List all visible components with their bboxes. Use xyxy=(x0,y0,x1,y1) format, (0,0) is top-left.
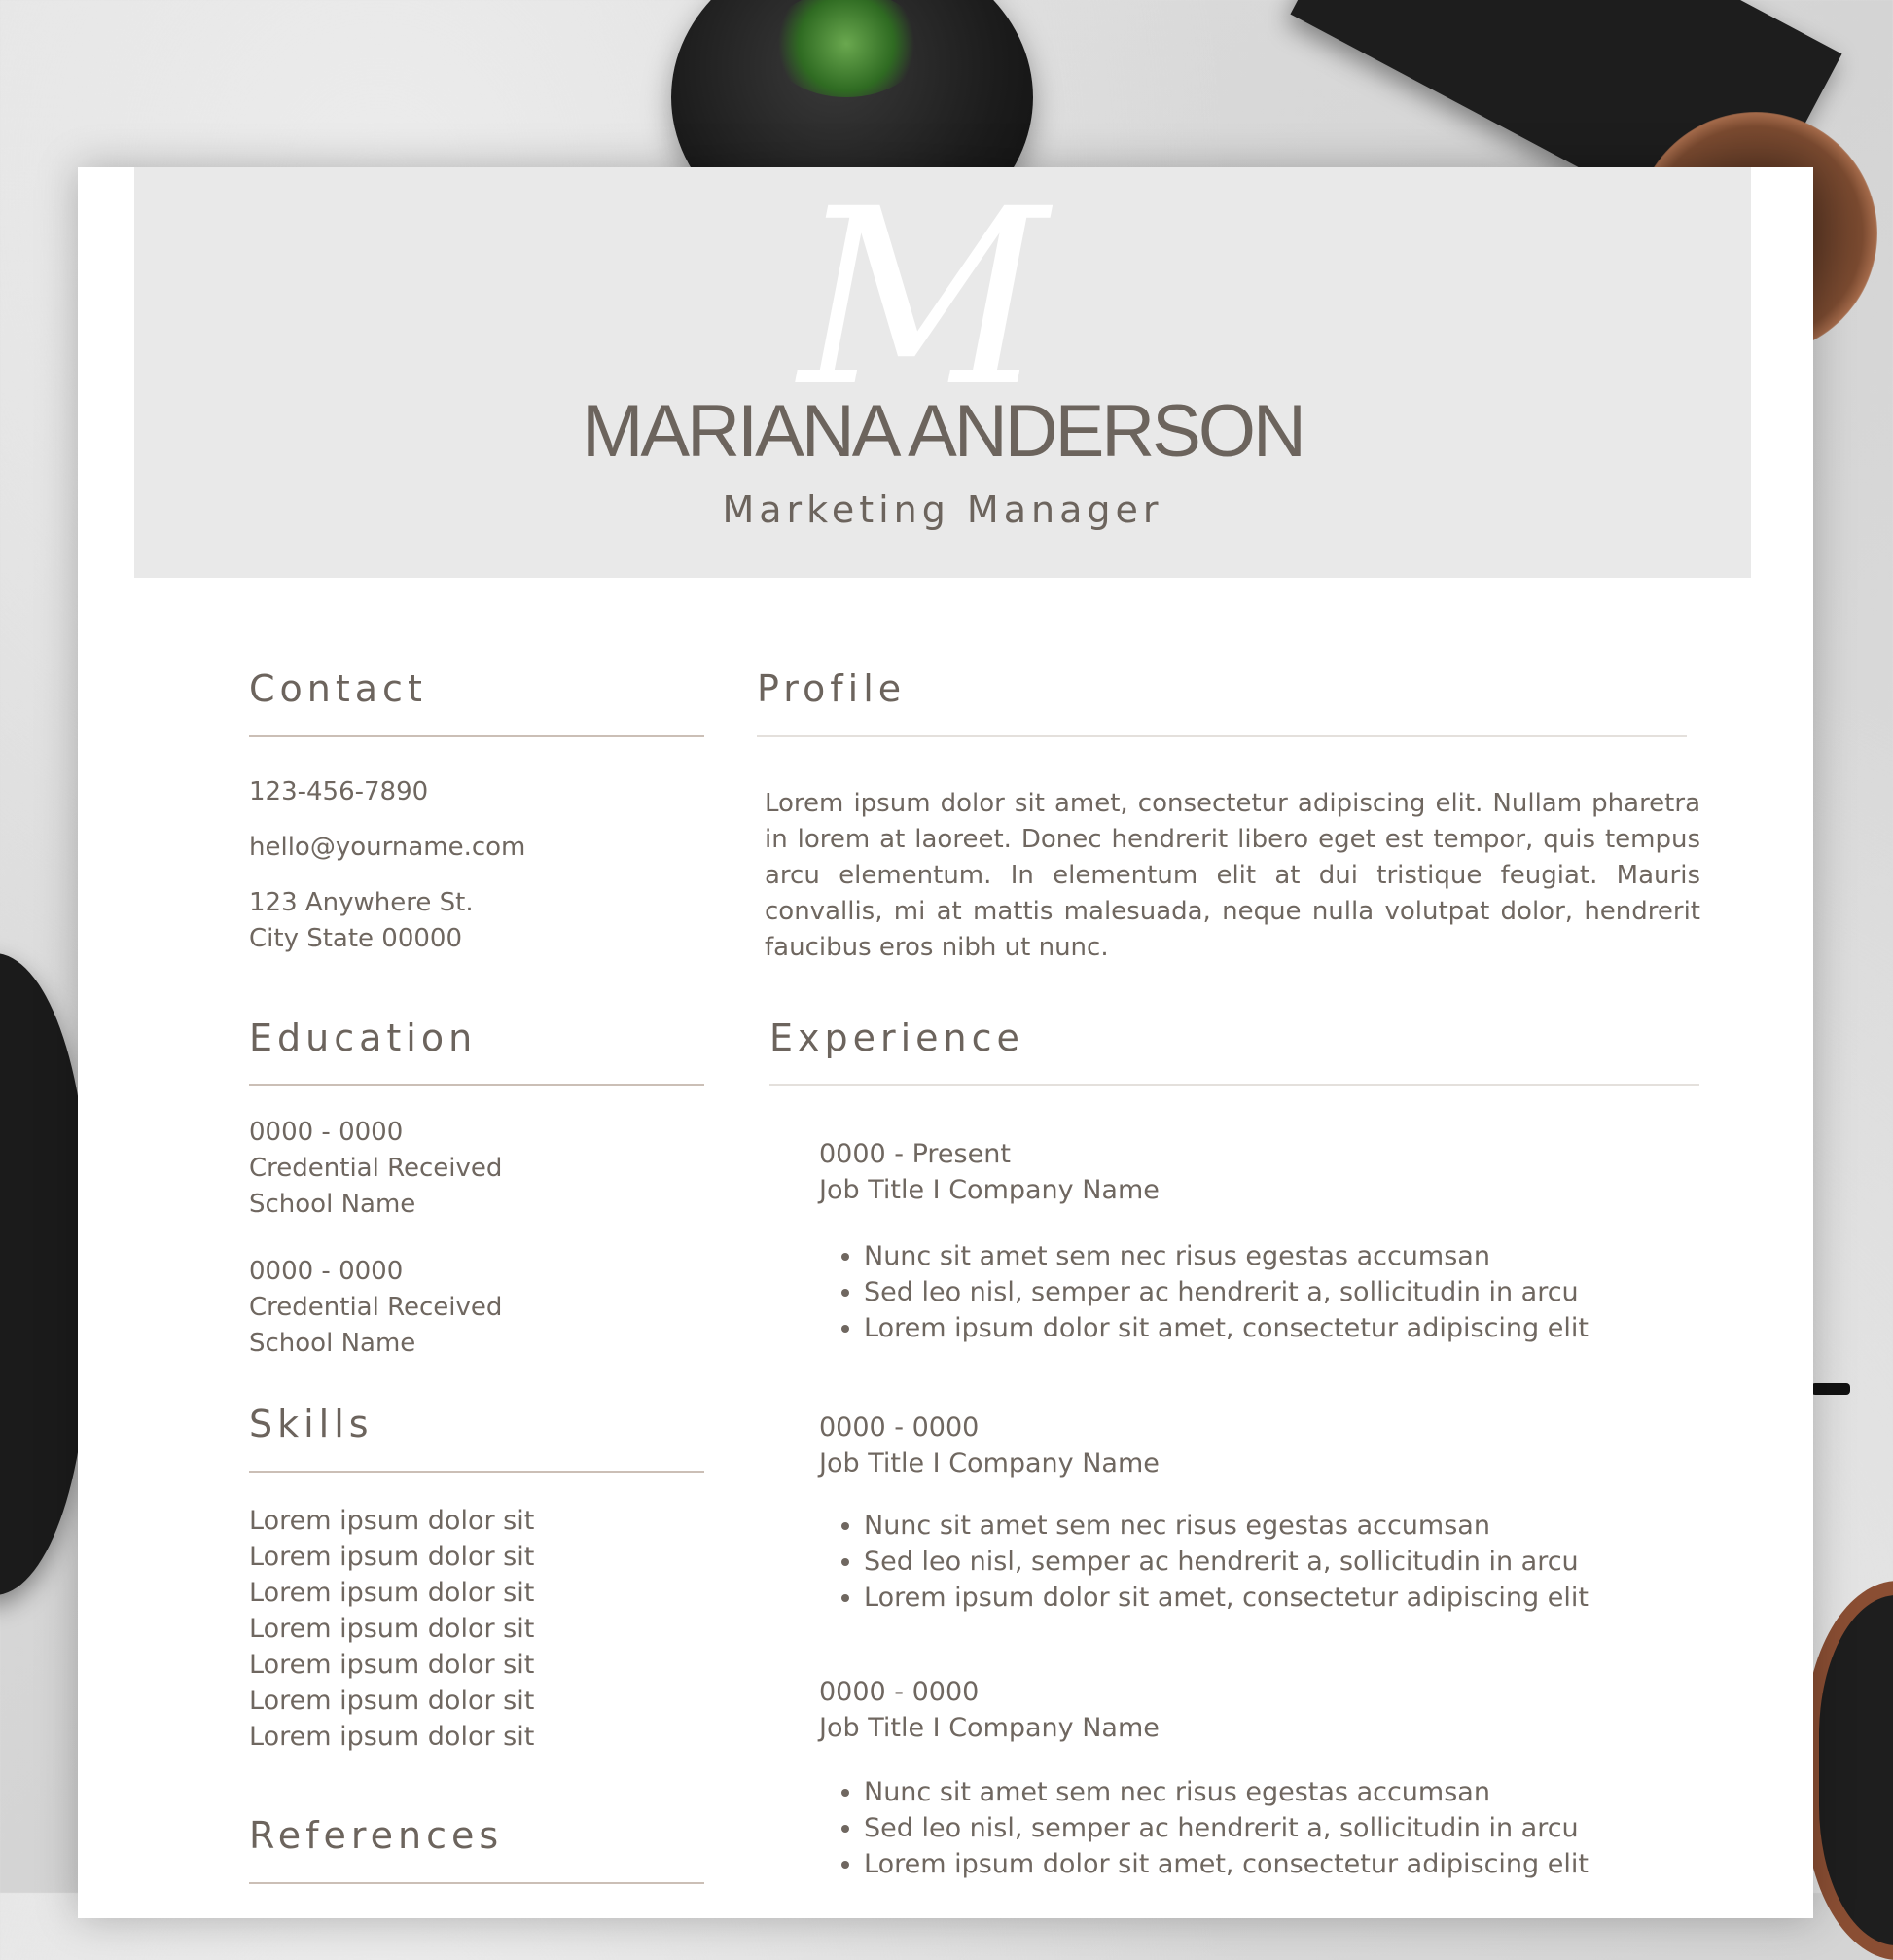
profile-heading: Profile xyxy=(757,667,907,710)
experience-job xyxy=(819,1674,1695,1882)
skill-item: Lorem ipsum dolor sit xyxy=(249,1650,535,1680)
skill-item: Lorem ipsum dolor sit xyxy=(249,1686,535,1716)
contact-phone: 123-456-7890 xyxy=(249,777,429,806)
skill-item: Lorem ipsum dolor sit xyxy=(249,1614,535,1644)
job-bullets xyxy=(819,1238,1695,1346)
job-bullet: • Lorem ipsum dolor sit amet, consectetur adipiscing elit xyxy=(864,1310,1695,1346)
leather-case-prop xyxy=(0,953,88,1595)
references-divider xyxy=(249,1882,704,1884)
skill-item: Lorem ipsum dolor sit xyxy=(249,1542,535,1572)
job-bullet: • Nunc sit amet sem nec risus egestas accumsan xyxy=(864,1238,1695,1274)
job-role: Marketing Manager xyxy=(722,488,1163,531)
contact-address-line2: City State 00000 xyxy=(249,924,463,953)
pen-prop xyxy=(1811,1383,1850,1395)
education-divider xyxy=(249,1084,704,1086)
education-item xyxy=(249,1115,502,1223)
job-period: 0000 - 0000 xyxy=(819,1677,980,1707)
job-period: 0000 - 0000 xyxy=(819,1412,980,1443)
job-position: Job Title I Company Name xyxy=(819,1175,1160,1205)
experience-heading: Experience xyxy=(769,1016,1024,1059)
monogram-logo: M xyxy=(799,157,1048,440)
education-years: 0000 - 0000 xyxy=(249,1118,404,1147)
resume-page xyxy=(78,157,1813,1918)
skill-item: Lorem ipsum dolor sit xyxy=(249,1578,535,1608)
experience-job xyxy=(819,1136,1695,1346)
job-position: Job Title I Company Name xyxy=(819,1713,1160,1743)
resume-header xyxy=(134,157,1751,578)
profile-divider xyxy=(757,735,1687,737)
skills-divider xyxy=(249,1471,704,1473)
experience-job xyxy=(819,1409,1695,1616)
skill-item: Lorem ipsum dolor sit xyxy=(249,1506,535,1536)
job-bullet: • Sed leo nisl, semper ac hendrerit a, sollicitudin in arcu xyxy=(864,1544,1695,1580)
experience-divider xyxy=(769,1084,1699,1086)
contact-divider xyxy=(249,735,704,737)
education-years: 0000 - 0000 xyxy=(249,1257,404,1286)
contact-email: hello@yourname.com xyxy=(249,833,526,862)
job-period: 0000 - Present xyxy=(819,1139,1011,1169)
education-credential: Credential Received xyxy=(249,1293,503,1322)
job-bullet: • Nunc sit amet sem nec risus egestas accumsan xyxy=(864,1774,1695,1810)
contact-address-line1: 123 Anywhere St. xyxy=(249,888,474,917)
education-credential: Credential Received xyxy=(249,1154,503,1183)
skill-item: Lorem ipsum dolor sit xyxy=(249,1722,535,1752)
job-position: Job Title I Company Name xyxy=(819,1448,1160,1479)
references-heading: References xyxy=(249,1814,504,1857)
full-name: MARIANA ANDERSON xyxy=(582,390,1304,473)
skills-heading: Skills xyxy=(249,1403,374,1445)
education-school: School Name xyxy=(249,1190,416,1219)
job-bullet: • Nunc sit amet sem nec risus egestas accumsan xyxy=(864,1508,1695,1544)
job-bullet: • Lorem ipsum dolor sit amet, consectetur adipiscing elit xyxy=(864,1580,1695,1616)
job-bullets xyxy=(819,1508,1695,1616)
job-bullet: • Sed leo nisl, semper ac hendrerit a, sollicitudin in arcu xyxy=(864,1274,1695,1310)
education-heading: Education xyxy=(249,1016,478,1059)
job-bullet: • Sed leo nisl, semper ac hendrerit a, sollicitudin in arcu xyxy=(864,1810,1695,1846)
job-bullet: • Lorem ipsum dolor sit amet, consectetur adipiscing elit xyxy=(864,1846,1695,1882)
profile-text: Lorem ipsum dolor sit amet, consectetur adipiscing elit. Nullam pharetra in lorem at laoreet. Donec hendrerit libero eget est tempor, quis tempus arcu elementum. In elementum elit at dui tristique feugiat. Mauris convallis, mi at mattis malesuada, neque nulla volutpat dolor, hendrerit faucibus eros nibh ut nunc. xyxy=(765,789,1700,962)
job-bullets xyxy=(819,1774,1695,1882)
contact-heading: Contact xyxy=(249,667,427,710)
skills-list xyxy=(249,1503,534,1755)
education-item xyxy=(249,1254,502,1362)
education-school: School Name xyxy=(249,1329,416,1358)
